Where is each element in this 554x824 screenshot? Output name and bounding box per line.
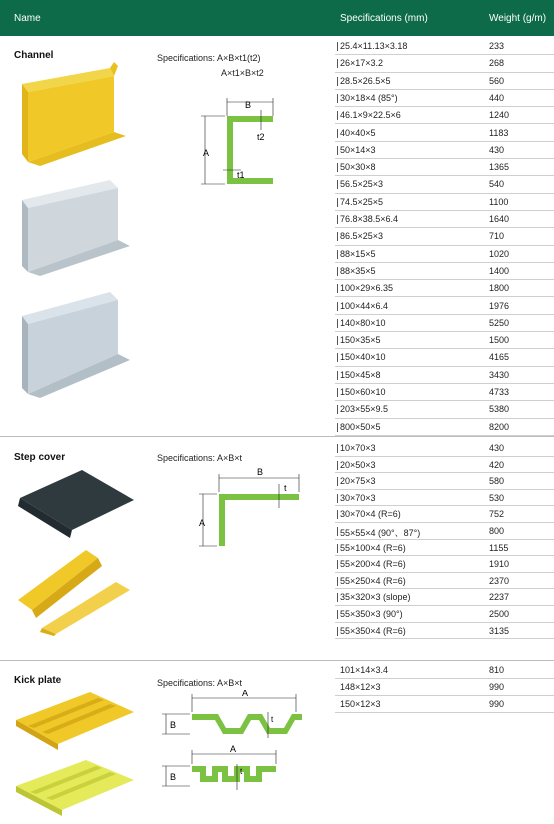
header-name: Name	[14, 13, 41, 24]
header-weight: Weight (g/m)	[489, 13, 547, 24]
channel-spec-line2: A×t1×B×t2	[221, 68, 264, 78]
table-row	[335, 298, 554, 315]
table-row	[335, 38, 554, 55]
row-marker	[337, 319, 338, 328]
row-marker	[337, 610, 338, 619]
weight-cell: 580	[489, 476, 505, 487]
spec-cell: 55×200×4 (R=6)	[340, 559, 406, 570]
table-row	[335, 490, 554, 507]
spec-cell: 10×70×3	[340, 443, 376, 453]
kick-plate-profile-diagram-2	[158, 742, 308, 794]
table-row	[335, 506, 554, 523]
table-row	[335, 176, 554, 193]
spec-cell: 150×60×10	[340, 387, 386, 397]
weight-cell: 8200	[489, 421, 510, 432]
weight-cell: 810	[489, 665, 505, 675]
spec-cell: 55×100×4 (R=6)	[340, 542, 406, 553]
spec-cell: 30×18×4 (85°)	[340, 92, 398, 103]
spec-cell: 100×44×6.4	[340, 300, 389, 311]
table-row	[335, 349, 554, 366]
spec-cell: 74.5×25×5	[340, 196, 384, 207]
weight-cell: 4733	[489, 387, 510, 397]
spec-cell: 55×250×4 (R=6)	[340, 575, 406, 586]
step-cover-dim-a: A	[199, 518, 206, 528]
row-marker	[337, 146, 338, 155]
table-row	[335, 384, 554, 401]
channel-yellow-image	[14, 62, 134, 172]
header-specifications: Specifications (mm)	[340, 13, 428, 24]
weight-cell: 1910	[489, 559, 510, 570]
row-marker	[337, 477, 338, 486]
weight-cell: 5380	[489, 404, 510, 415]
table-row	[335, 679, 554, 696]
channel-profile-diagram	[195, 90, 295, 195]
weight-cell: 560	[489, 75, 505, 86]
kick-plate-2-dim-t: t	[240, 767, 243, 776]
table-row	[335, 125, 554, 142]
row-marker	[337, 77, 338, 86]
row-marker	[337, 353, 338, 362]
spec-cell: 150×45×8	[340, 369, 381, 380]
table-row	[335, 589, 554, 606]
spec-cell: 35×320×3 (slope)	[340, 592, 411, 603]
weight-cell: 2370	[489, 575, 510, 586]
spec-cell: 50×30×8	[340, 162, 376, 173]
step-cover-dim-t: t	[284, 483, 287, 493]
table-row	[335, 73, 554, 90]
channel-grey-image-1	[14, 178, 134, 278]
spec-cell: 40×40×5	[340, 127, 376, 138]
channel-dim-t2: t2	[257, 132, 265, 142]
kick-plate-yellow-image	[12, 690, 137, 758]
table-row	[335, 194, 554, 211]
table-row	[335, 540, 554, 557]
table-row	[335, 556, 554, 573]
spec-cell: 30×70×4 (R=6)	[340, 509, 401, 520]
weight-cell: 233	[489, 41, 505, 51]
table-row	[335, 280, 554, 297]
table-row	[335, 367, 554, 384]
weight-cell: 1500	[489, 335, 510, 346]
spec-cell: 55×350×4 (R=6)	[340, 625, 406, 636]
weight-cell: 268	[489, 58, 505, 69]
weight-cell: 1365	[489, 162, 510, 173]
weight-cell: 5250	[489, 317, 510, 328]
weight-cell: 1800	[489, 283, 510, 294]
row-marker	[337, 577, 338, 586]
weight-cell: 1400	[489, 265, 510, 276]
weight-cell: 990	[489, 699, 505, 709]
table-row	[335, 419, 554, 436]
spec-cell: 50×14×3	[340, 144, 376, 155]
spec-cell: 20×75×3	[340, 476, 376, 487]
table-row	[335, 246, 554, 263]
row-marker	[337, 94, 338, 103]
kick-plate-1-dim-a: A	[242, 690, 249, 698]
step-cover-profile-diagram	[195, 462, 305, 554]
table-row	[335, 401, 554, 418]
spec-cell: 150×35×5	[340, 335, 381, 346]
table-row	[335, 606, 554, 623]
spec-cell: 150×12×3	[340, 699, 381, 709]
kick-plate-lime-image	[12, 758, 137, 820]
kick-plate-title: Kick plate	[14, 675, 62, 686]
row-marker	[337, 388, 338, 397]
weight-cell: 1976	[489, 300, 510, 311]
table-row	[335, 662, 554, 679]
weight-cell: 2237	[489, 592, 510, 603]
table-row	[335, 107, 554, 124]
row-marker	[337, 494, 338, 503]
weight-cell: 990	[489, 682, 505, 692]
channel-dim-t1: t1	[237, 170, 245, 180]
spec-cell: 88×35×5	[340, 265, 376, 276]
row-marker	[337, 111, 338, 120]
row-marker	[337, 59, 338, 68]
weight-cell: 1183	[489, 127, 509, 138]
table-row	[335, 523, 554, 540]
weight-cell: 540	[489, 179, 505, 190]
table-row	[335, 473, 554, 490]
weight-cell: 1155	[489, 542, 509, 553]
spec-cell: 88×15×5	[340, 248, 376, 259]
channel-dim-a: A	[203, 148, 210, 158]
row-marker	[337, 42, 338, 51]
table-row	[335, 623, 554, 640]
row-marker	[337, 405, 338, 414]
table-row	[335, 90, 554, 107]
table-row	[335, 55, 554, 72]
kick-plate-spec-line1: Specifications: A×B×t	[157, 678, 243, 688]
spec-cell: 46.1×9×22.5×6	[340, 110, 401, 121]
spec-cell: 20×50×3	[340, 459, 376, 470]
row-marker	[337, 444, 338, 453]
row-marker	[337, 336, 338, 345]
spec-cell: 203×55×9.5	[340, 404, 389, 415]
row-marker	[337, 232, 338, 241]
row-marker	[337, 302, 338, 311]
table-row	[335, 332, 554, 349]
weight-cell: 2500	[489, 609, 510, 619]
weight-cell: 1640	[489, 214, 510, 224]
table-header	[0, 0, 554, 36]
spec-cell: 76.8×38.5×6.4	[340, 214, 399, 224]
spec-cell: 150×40×10	[340, 352, 386, 363]
table-row	[335, 696, 554, 713]
row-marker	[337, 627, 338, 636]
step-cover-black-image	[12, 468, 137, 546]
row-marker	[337, 250, 338, 259]
spec-cell: 26×17×3.2	[340, 58, 384, 69]
row-marker	[337, 129, 338, 138]
section-divider	[0, 660, 554, 661]
table-row	[335, 142, 554, 159]
row-marker	[337, 423, 338, 432]
table-row	[335, 159, 554, 176]
spec-cell: 28.5×26.5×5	[340, 75, 391, 86]
kick-plate-1-dim-b: B	[170, 720, 177, 730]
table-row	[335, 573, 554, 590]
channel-spec-line1: Specifications: A×B×t1(t2)	[157, 53, 261, 63]
weight-cell: 430	[489, 144, 505, 155]
step-cover-spec-line1: Specifications: A×B×t	[157, 453, 243, 463]
table-row	[335, 211, 554, 228]
row-marker	[337, 593, 338, 602]
step-cover-yellow-image	[12, 546, 137, 636]
table-row	[335, 228, 554, 245]
channel-dim-b: B	[245, 100, 252, 110]
step-cover-title: Step cover	[14, 452, 66, 463]
row-marker	[337, 163, 338, 172]
kick-plate-2-dim-b: B	[170, 772, 177, 782]
table-row	[335, 440, 554, 457]
spec-cell: 148×12×3	[340, 682, 381, 692]
weight-cell: 1240	[489, 110, 510, 121]
weight-cell: 800	[489, 526, 505, 536]
weight-cell: 710	[489, 231, 505, 242]
weight-cell: 440	[489, 92, 505, 103]
row-marker	[337, 284, 338, 293]
weight-cell: 3135	[489, 625, 510, 636]
channel-grey-image-2	[14, 288, 134, 400]
table-row	[335, 457, 554, 474]
spec-cell: 56.5×25×3	[340, 179, 384, 190]
spec-cell: 100×29×6.35	[340, 283, 394, 294]
row-marker	[337, 371, 338, 380]
spec-cell: 55×350×3 (90°)	[340, 609, 403, 619]
weight-cell: 420	[489, 459, 505, 470]
row-marker	[337, 180, 338, 189]
kick-plate-profile-diagram-1	[158, 690, 308, 742]
row-marker	[337, 461, 338, 470]
spec-cell: 30×70×3	[340, 492, 376, 503]
weight-cell: 752	[489, 509, 505, 520]
row-marker	[337, 544, 338, 553]
spec-cell: 25.4×11.13×3.18	[340, 41, 408, 51]
step-cover-dim-b: B	[257, 467, 264, 477]
spec-cell: 800×50×5	[340, 421, 381, 432]
kick-plate-2-dim-a: A	[230, 744, 237, 754]
row-marker	[337, 215, 338, 224]
channel-title: Channel	[14, 50, 54, 61]
weight-cell: 3430	[489, 369, 510, 380]
weight-cell: 530	[489, 492, 505, 503]
weight-cell: 1100	[489, 196, 509, 207]
spec-cell: 140×80×10	[340, 317, 386, 328]
row-marker	[337, 198, 338, 207]
row-marker	[337, 527, 338, 536]
weight-cell: 1020	[489, 248, 510, 259]
row-marker	[337, 267, 338, 276]
spec-cell: 55×55×4 (90°、87°)	[340, 528, 421, 538]
row-marker	[337, 560, 338, 569]
row-marker	[337, 510, 338, 519]
kick-plate-1-dim-t: t	[271, 715, 274, 724]
weight-cell: 4165	[489, 352, 510, 363]
table-row	[335, 263, 554, 280]
spec-cell: 101×14×3.4	[340, 665, 389, 675]
weight-cell: 430	[489, 443, 505, 453]
spec-cell: 86.5×25×3	[340, 231, 384, 242]
table-row	[335, 315, 554, 332]
section-divider	[0, 436, 554, 437]
